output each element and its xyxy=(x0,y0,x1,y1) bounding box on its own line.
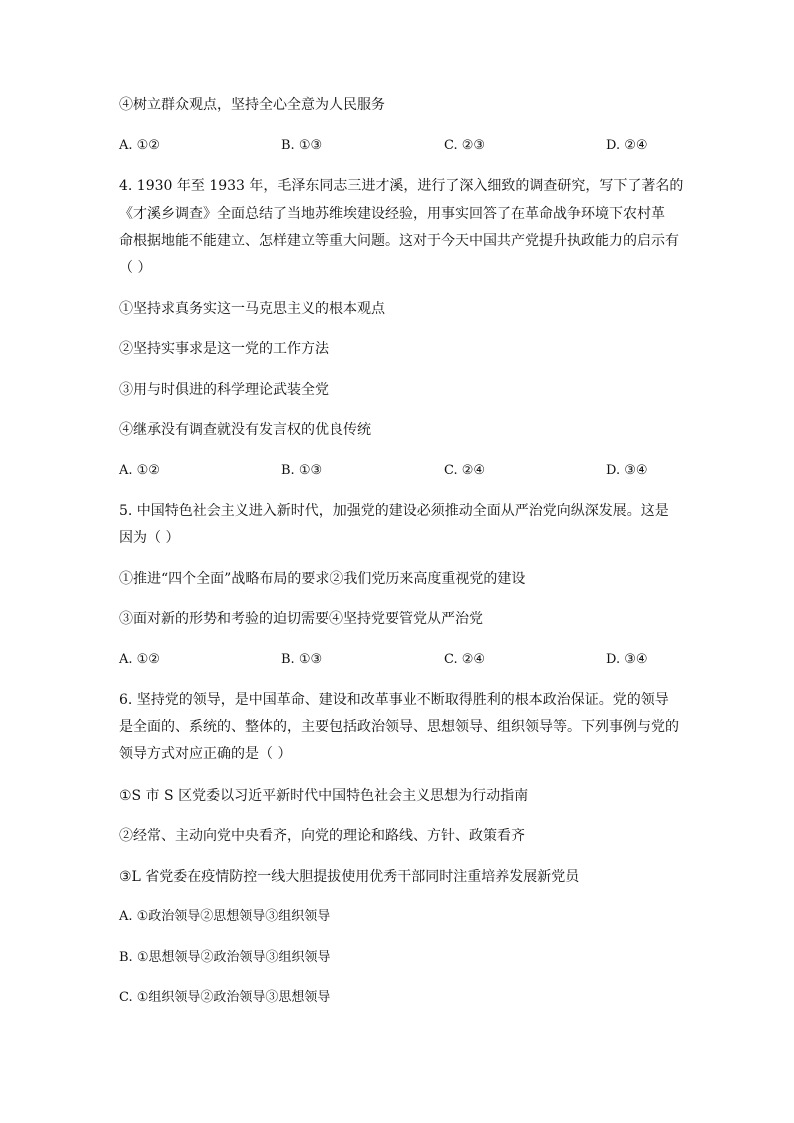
q5-stem-line-2: 因为（ ） xyxy=(119,530,180,546)
q4-option-a: A. ①② xyxy=(119,463,160,478)
q6-item-2: ②经常、主动向党中央看齐，向党的理论和路线、方针、政策看齐 xyxy=(119,828,525,844)
q4-answer-blank: （ ） xyxy=(119,260,152,276)
q6-option-b: B. ①思想领导②政治领导③组织领导 xyxy=(119,950,331,965)
q4-item-1: ①坚持求真务实这一马克思主义的根本观点 xyxy=(119,301,385,317)
q5-stem-line-1: 5. 中国特色社会主义进入新时代，加强党的建设必须推动全面从严治党向纵深发展。这是 xyxy=(119,503,669,519)
q4-option-d: D. ③④ xyxy=(606,463,648,478)
q4-item-3: ③用与时俱进的科学理论武装全党 xyxy=(119,382,329,398)
q6-stem-line-3: 领导方式对应正确的是（ ） xyxy=(119,746,292,762)
q3-option-d: D. ②④ xyxy=(606,138,648,153)
q6-item-1: ①S 市 S 区党委以习近平新时代中国特色社会主义思想为行动指南 xyxy=(119,788,529,804)
q6-option-c: C. ①组织领导②政治领导③思想领导 xyxy=(119,990,331,1005)
q3-item-4: ④树立群众观点，坚持全心全意为人民服务 xyxy=(119,97,385,113)
q5-option-b: B. ①③ xyxy=(281,652,323,667)
q6-item-3: ③L 省党委在疫情防控一线大胆提拔使用优秀干部同时注重培养发展新党员 xyxy=(119,869,580,885)
q5-item-line-2: ③面对新的形势和考验的迫切需要④坚持党要管党从严治党 xyxy=(119,611,483,627)
q6-option-a: A. ①政治领导②思想领导③组织领导 xyxy=(119,909,331,924)
q4-item-4: ④继承没有调查就没有发言权的优良传统 xyxy=(119,422,371,438)
q4-stem-line-3: 命根据地能不能建立、怎样建立等重大问题。这对于今天中国共产党提升执政能力的启示有 xyxy=(119,233,679,249)
q4-option-c: C. ②④ xyxy=(444,463,486,478)
q6-stem-line-2: 是全面的、系统的、整体的，主要包括政治领导、思想领导、组织领导等。下列事例与党的 xyxy=(119,719,679,735)
q5-option-c: C. ②④ xyxy=(444,652,486,667)
q5-option-a: A. ①② xyxy=(119,652,160,667)
q4-option-b: B. ①③ xyxy=(281,463,323,478)
q3-option-a: A. ①② xyxy=(119,138,160,153)
q6-stem-line-1: 6. 坚持党的领导，是中国革命、建设和改革事业不断取得胜利的根本政治保证。党的领导 xyxy=(119,692,669,708)
q5-item-line-1: ①推进“四个全面”战略布局的要求②我们党历来高度重视党的建设 xyxy=(119,571,526,587)
q5-options xyxy=(119,652,679,668)
q5-option-d: D. ③④ xyxy=(606,652,648,667)
q4-options xyxy=(119,463,679,479)
q4-stem-line-1: 4. 1930 年至 1933 年，毛泽东同志三进才溪，进行了深入细致的调查研究，写下了著名的 xyxy=(119,178,684,194)
q3-option-b: B. ①③ xyxy=(281,138,323,153)
q3-options xyxy=(119,138,679,154)
q3-option-c: C. ②③ xyxy=(444,138,486,153)
q4-item-2: ②坚持实事求是这一党的工作方法 xyxy=(119,341,329,357)
q4-stem-line-2: 《才溪乡调查》全面总结了当地苏维埃建设经验，用事实回答了在革命战争环境下农村革 xyxy=(119,206,665,222)
